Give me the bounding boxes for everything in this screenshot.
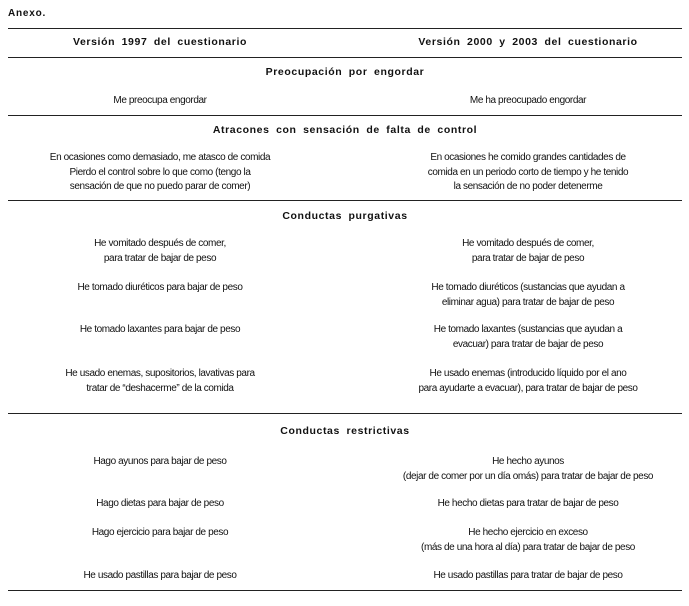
item-right: He tomado diuréticos (sustancias que ayudan a eliminar agua) para tratar de bajar de peso [431, 282, 625, 308]
table-bottom-rule [8, 590, 682, 591]
category-purgativas: Conductas purgativas [282, 210, 408, 222]
item-left: Me preocupa engordar [113, 95, 207, 106]
item-right: He vomitado después de comer, para tratar de bajar de peso [462, 238, 594, 264]
header-rule [8, 57, 682, 58]
item-left: He tomado laxantes para bajar de peso [79, 324, 241, 335]
item-right: He hecho ayunos (dejar de comer por un día omás) para tratar de bajar de peso [402, 456, 654, 482]
category-preocupacion: Preocupación por engordar [265, 66, 425, 78]
item-left: En ocasiones como demasiado, me atasco de comida Pierdo el control sobre lo que como (tengo la sensación de que no puedo parar de comer) [49, 152, 271, 192]
item-left: Hago ejercicio para bajar de peso [91, 527, 229, 538]
item-right: He hecho dietas para tratar de bajar de peso [437, 498, 619, 509]
section-rule [8, 115, 682, 116]
table-top-rule [8, 28, 682, 29]
section-rule [8, 200, 682, 201]
item-right: Me ha preocupado engordar [469, 95, 587, 106]
item-left: He usado pastillas para bajar de peso [83, 570, 237, 581]
item-left: He vomitado después de comer, para tratar de bajar de peso [94, 238, 226, 264]
item-right: He usado pastillas para tratar de bajar de peso [433, 570, 623, 581]
column-header-1997: Versión 1997 del cuestionario [72, 36, 248, 48]
category-restrictivas: Conductas restrictivas [280, 425, 410, 437]
item-right: En ocasiones he comido grandes cantidades de comida en un periodo corto de tiempo y he tenido la sensación de no poder detenerme [427, 152, 629, 192]
item-left: He tomado diuréticos para bajar de peso [77, 282, 243, 293]
item-left: Hago ayunos para bajar de peso [93, 456, 227, 467]
item-right: He tomado laxantes (sustancias que ayudan a evacuar) para tratar de bajar de peso [433, 324, 623, 350]
column-header-2000-2003: Versión 2000 y 2003 del cuestionario [418, 36, 638, 48]
category-atracones: Atracones con sensación de falta de control [212, 124, 478, 136]
item-right: He hecho ejercicio en exceso (más de una hora al día) para tratar de bajar de peso [421, 527, 635, 553]
section-rule [8, 413, 682, 414]
item-right: He usado enemas (introducido líquido por el ano para ayudarte a evacuar), para tratar de bajar de peso [418, 368, 638, 394]
item-left: He usado enemas, supositorios, lavativas para tratar de “deshacerme” de la comida [65, 368, 255, 394]
item-left: Hago dietas para bajar de peso [96, 498, 224, 509]
annex-title: Anexo. [8, 8, 47, 19]
